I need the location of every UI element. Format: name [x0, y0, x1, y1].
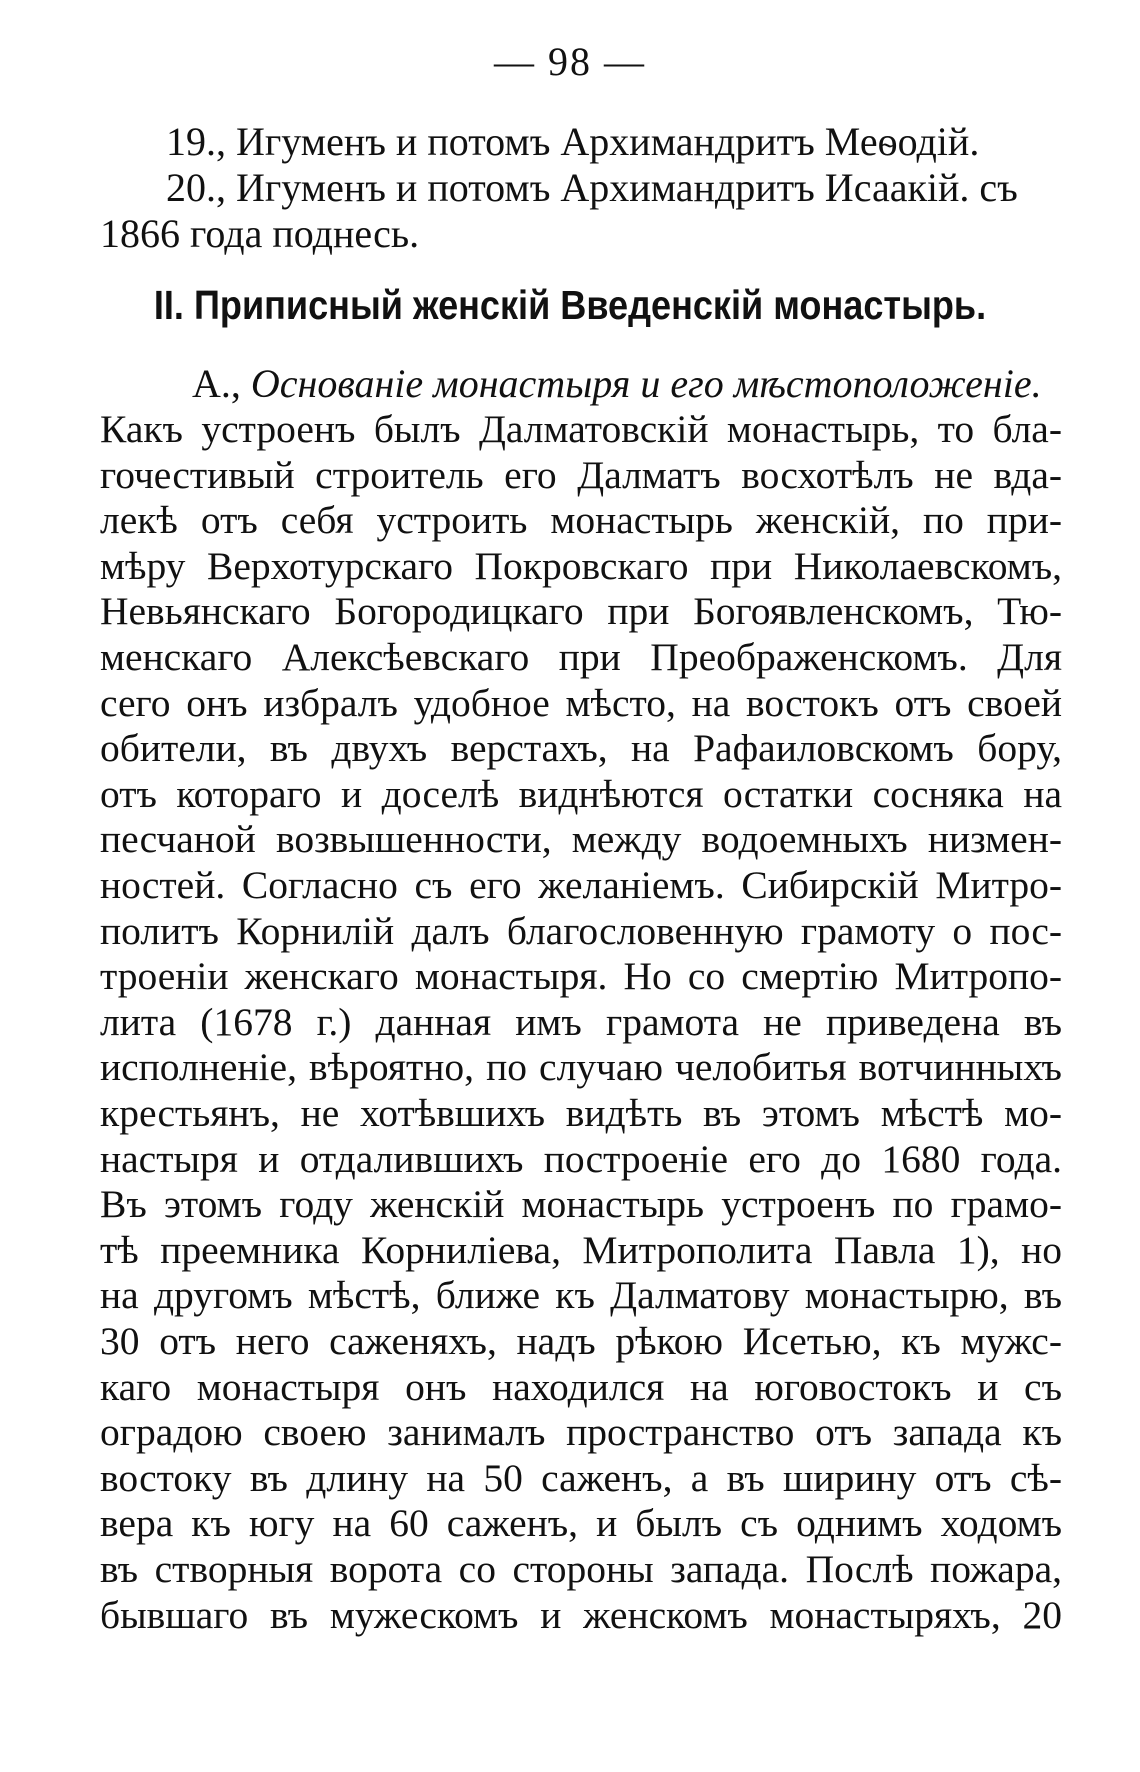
subsection-label: А., [192, 361, 241, 406]
paragraph-line: лекѣ отъ себя устроить монастырь женскій, по при- [100, 498, 1062, 543]
paragraph-line: тѣ преемника Корниліева, Митрополита Павла 1), но [100, 1227, 1062, 1272]
list-item-number: 20., [166, 165, 226, 210]
paragraph-line: гочестивый строитель его Далматъ восхотѣлъ не вда- [100, 452, 1062, 497]
paragraph-line: троеніи женскаго монастыря. Но со смертію Митропо- [100, 954, 1062, 999]
list-item-text: Игуменъ и потомъ Архимандритъ Меѳодій. [236, 119, 980, 164]
paragraph-line: менскаго Алексѣевскаго при Преображенскомъ. Для [100, 635, 1062, 679]
paragraph-line: ностей. Согласно съ его желаніемъ. Сибирскій Митро- [100, 863, 1062, 907]
paragraph-line: сего онъ избралъ удобное мѣсто, на востокъ отъ своей [100, 680, 1062, 725]
paragraph-line: въ створныя ворота со стороны запада. Послѣ пожара, [100, 1547, 1062, 1591]
subsection-title: Основаніе монастыря и его мѣстоположеніе. [250, 361, 1042, 406]
paragraph-line: Въ этомъ году женскій монастырь устроенъ по грамо- [100, 1182, 1062, 1227]
paragraph-line: Какъ устроенъ былъ Далматовскій монастырь, то бла- [100, 407, 1062, 451]
paragraph-line: оградою своею занималъ пространство отъ запада къ [100, 1410, 1062, 1455]
paragraph-line: политъ Корнилій далъ благословенную грамоту о пос- [100, 908, 1062, 953]
paragraph-line: лита (1678 г.) данная имъ грамота не приведена въ [100, 999, 1062, 1044]
paragraph-line: отъ котораго и доселѣ виднѣются остатки сосняка на [100, 771, 1062, 816]
list-item [166, 118, 979, 165]
paragraph-line: мѣру Верхотурскаго Покровскаго при Николаевскомъ, [100, 543, 1062, 588]
list-item-text: Игуменъ и потомъ Архимандритъ Исаакій. съ [236, 165, 1018, 210]
page-number: — 98 — [494, 39, 646, 84]
paragraph-line: на другомъ мѣстѣ, ближе къ Далматову монастырю, въ [100, 1273, 1062, 1318]
paragraph-line: Невьянскаго Богородицкаго при Богоявленскомъ, Тю- [100, 589, 1062, 634]
paragraph-line: песчаной возвышенности, между водоемныхъ низмен- [100, 817, 1062, 862]
paragraph-line: бывшаго въ мужескомъ и женскомъ монастыряхъ, 20 [100, 1592, 1062, 1637]
paragraph-line: каго монастыря онъ находился на юговостокъ и съ [100, 1364, 1062, 1409]
list-item-number: 19., [166, 119, 226, 164]
paragraph-line: 30 отъ него саженяхъ, надъ рѣкою Исетью, къ мужс- [100, 1319, 1062, 1363]
paragraph-line: исполненіе, вѣроятно, по случаю челобитья вотчинныхъ [100, 1045, 1062, 1090]
paragraph-line: вера къ югу на 60 саженъ, и былъ съ однимъ ходомъ [100, 1501, 1062, 1546]
paragraph-line: настыря и отдалившихъ построеніе его до 1680 года. [100, 1136, 1062, 1181]
paragraph-line: востоку въ длину на 50 саженъ, а въ ширину отъ сѣ- [100, 1455, 1062, 1500]
paragraph-line: крестьянъ, не хотѣвшихъ видѣть въ этомъ мѣстѣ мо- [100, 1091, 1062, 1135]
list-item-continuation: 1866 года поднесь. [100, 211, 420, 256]
paragraph-line: обители, въ двухъ верстахъ, на Рафаиловскомъ бору, [100, 726, 1062, 771]
section-heading: II. Приписный женскій Введенскій монастырь. [153, 282, 987, 328]
list-item [166, 164, 1018, 211]
subsection-heading [192, 360, 1062, 407]
